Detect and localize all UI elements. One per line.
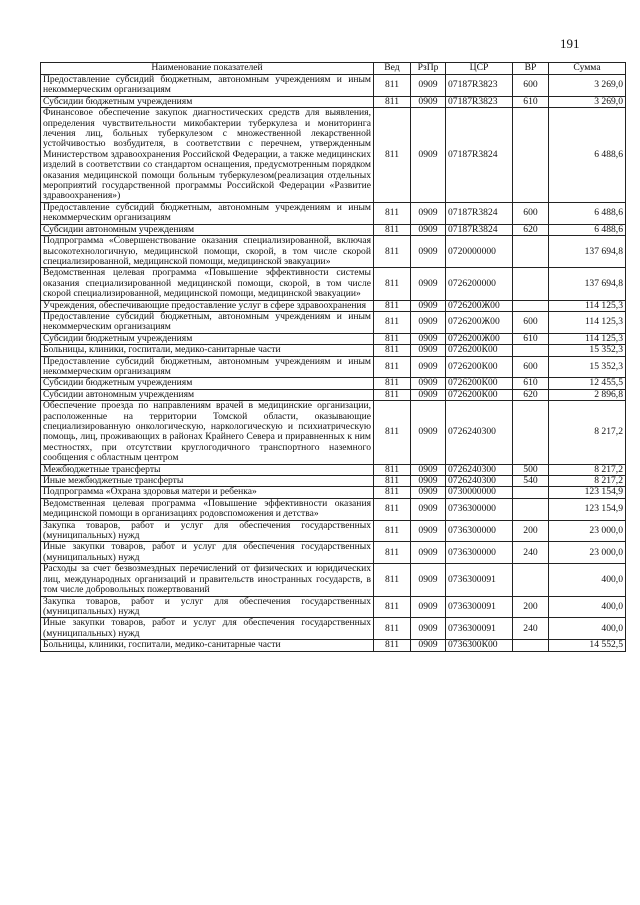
cell-vr: [513, 640, 549, 651]
table-row: [41, 487, 626, 498]
cell-ved: 811: [374, 640, 411, 651]
cell-name: Обеспечение проезда по направлениям врачей в медицинские организации, расположенные на территории Томской области, оказывающие специализированную онкологическую, наркологическую и психиатрическую помощь, лиц, проживающих в районах Крайнего Севера и приравненных к ним местностях, при отсутствии круглогодичного транспортного наземного сообщения с областным центром: [41, 401, 374, 464]
header-rzpr: РзПр: [411, 63, 446, 75]
cell-csr: 0726200Ж00: [446, 311, 513, 333]
cell-rzpr: 0909: [411, 311, 446, 333]
cell-sum: 400,0: [549, 564, 626, 596]
table-row: [41, 268, 626, 300]
cell-name: Подпрограмма «Совершенствование оказания специализированной, включая высокотехнологичную, медицинской помощи, скорой, в том числе скорой специализированной, медицинской помощи, медицинской эвакуации»: [41, 236, 374, 268]
cell-vr: 600: [513, 311, 549, 333]
cell-rzpr: 0909: [411, 564, 446, 596]
table-row: [41, 596, 626, 618]
cell-vr: 500: [513, 464, 549, 475]
cell-vr: [513, 108, 549, 203]
cell-vr: [513, 564, 549, 596]
cell-rzpr: 0909: [411, 464, 446, 475]
cell-name: Иные закупки товаров, работ и услуг для обеспечения государственных (муниципальных) нужд: [41, 542, 374, 564]
cell-ved: 811: [374, 300, 411, 311]
cell-sum: 2 896,8: [549, 389, 626, 400]
cell-csr: 07187R3823: [446, 75, 513, 97]
cell-ved: 811: [374, 108, 411, 203]
table-row: [41, 224, 626, 235]
cell-vr: 610: [513, 96, 549, 107]
table-row: [41, 389, 626, 400]
cell-name: Иные закупки товаров, работ и услуг для обеспечения государственных (муниципальных) нужд: [41, 618, 374, 640]
cell-name: Ведомственная целевая программа «Повышение эффективности оказания медицинской помощи в организациях родовспоможения и детства»: [41, 498, 374, 520]
cell-ved: 811: [374, 564, 411, 596]
cell-csr: 0736300091: [446, 618, 513, 640]
cell-name: Предоставление субсидий бюджетным, автономным учреждениям и иным некоммерческим организациям: [41, 202, 374, 224]
cell-ved: 811: [374, 401, 411, 464]
cell-csr: 0736300091: [446, 564, 513, 596]
cell-csr: 0726200К00: [446, 356, 513, 378]
cell-rzpr: 0909: [411, 236, 446, 268]
cell-sum: 123 154,9: [549, 487, 626, 498]
cell-csr: 0730000000: [446, 487, 513, 498]
cell-sum: 8 217,2: [549, 476, 626, 487]
table-row: [41, 618, 626, 640]
cell-sum: 8 217,2: [549, 464, 626, 475]
cell-vr: [513, 345, 549, 356]
cell-vr: [513, 487, 549, 498]
cell-name: Субсидии бюджетным учреждениям: [41, 333, 374, 344]
cell-csr: 0736300К00: [446, 640, 513, 651]
cell-ved: 811: [374, 487, 411, 498]
cell-ved: 811: [374, 311, 411, 333]
cell-sum: 23 000,0: [549, 542, 626, 564]
table-row: [41, 345, 626, 356]
table-row: [41, 300, 626, 311]
cell-ved: 811: [374, 333, 411, 344]
cell-vr: 600: [513, 75, 549, 97]
budget-table: [40, 62, 626, 652]
cell-vr: 240: [513, 542, 549, 564]
cell-name: Субсидии автономным учреждениям: [41, 389, 374, 400]
cell-vr: 540: [513, 476, 549, 487]
cell-name: Предоставление субсидий бюджетным, автономным учреждениям и иным некоммерческим организациям: [41, 311, 374, 333]
cell-sum: 3 269,0: [549, 75, 626, 97]
cell-ved: 811: [374, 236, 411, 268]
cell-rzpr: 0909: [411, 487, 446, 498]
header-ved: Вед: [374, 63, 411, 75]
table-row: [41, 236, 626, 268]
cell-rzpr: 0909: [411, 378, 446, 389]
cell-rzpr: 0909: [411, 224, 446, 235]
table-row: [41, 356, 626, 378]
cell-sum: 114 125,3: [549, 300, 626, 311]
cell-vr: 240: [513, 618, 549, 640]
cell-sum: 137 694,8: [549, 268, 626, 300]
cell-rzpr: 0909: [411, 345, 446, 356]
cell-name: Субсидии бюджетным учреждениям: [41, 378, 374, 389]
cell-name: Больницы, клиники, госпитали, медико-санитарные части: [41, 345, 374, 356]
cell-sum: 15 352,3: [549, 345, 626, 356]
cell-sum: 6 488,6: [549, 224, 626, 235]
cell-ved: 811: [374, 378, 411, 389]
cell-ved: 811: [374, 96, 411, 107]
table-row: [41, 476, 626, 487]
cell-csr: 0726200К00: [446, 345, 513, 356]
cell-vr: 610: [513, 333, 549, 344]
table-row: [41, 378, 626, 389]
cell-ved: 811: [374, 542, 411, 564]
cell-vr: 620: [513, 389, 549, 400]
header-csr: ЦСР: [446, 63, 513, 75]
table-row: [41, 75, 626, 97]
cell-rzpr: 0909: [411, 108, 446, 203]
cell-ved: 811: [374, 389, 411, 400]
cell-csr: 07187R3824: [446, 108, 513, 203]
cell-name: Предоставление субсидий бюджетным, автономным учреждениям и иным некоммерческим организациям: [41, 75, 374, 97]
cell-rzpr: 0909: [411, 75, 446, 97]
cell-rzpr: 0909: [411, 96, 446, 107]
cell-vr: 600: [513, 356, 549, 378]
cell-sum: 114 125,3: [549, 311, 626, 333]
cell-csr: 0726200000: [446, 268, 513, 300]
cell-vr: [513, 236, 549, 268]
table-header-row: [41, 63, 626, 75]
cell-name: Межбюджетные трансферты: [41, 464, 374, 475]
cell-rzpr: 0909: [411, 498, 446, 520]
cell-ved: 811: [374, 202, 411, 224]
cell-csr: 0726240300: [446, 464, 513, 475]
cell-rzpr: 0909: [411, 640, 446, 651]
cell-vr: 200: [513, 596, 549, 618]
table-row: [41, 333, 626, 344]
cell-sum: 400,0: [549, 618, 626, 640]
cell-vr: [513, 268, 549, 300]
cell-name: Закупка товаров, работ и услуг для обеспечения государственных (муниципальных) нужд: [41, 520, 374, 542]
cell-name: Закупка товаров, работ и услуг для обеспечения государственных (муниципальных) нужд: [41, 596, 374, 618]
cell-ved: 811: [374, 356, 411, 378]
cell-rzpr: 0909: [411, 618, 446, 640]
cell-ved: 811: [374, 224, 411, 235]
cell-sum: 6 488,6: [549, 108, 626, 203]
cell-ved: 811: [374, 345, 411, 356]
page-number: 191: [560, 36, 580, 51]
cell-rzpr: 0909: [411, 356, 446, 378]
cell-name: Финансовое обеспечение закупок диагностических средств для выявления, определения чувствительности микобактерии туберкулеза и мониторинга лечения лиц, больных туберкулезом с множественной лекарственной устойчивостью возбудителя, в соответствии с перечнем, утвержденным Министерством здравоохранения Российской Федерации, а также медицинских изделий в соответствии со стандартом оснащения, предусмотренным порядком оказания медицинской помощи больным туберкулезом(реализация отдельных мероприятий государственной программы Российской Федерации «Развитие здравоохранения»): [41, 108, 374, 203]
cell-ved: 811: [374, 268, 411, 300]
cell-name: Предоставление субсидий бюджетным, автономным учреждениям и иным некоммерческим организациям: [41, 356, 374, 378]
table-row: [41, 311, 626, 333]
cell-vr: [513, 498, 549, 520]
cell-vr: [513, 300, 549, 311]
cell-sum: 6 488,6: [549, 202, 626, 224]
table-row: [41, 108, 626, 203]
cell-rzpr: 0909: [411, 401, 446, 464]
cell-ved: 811: [374, 498, 411, 520]
cell-rzpr: 0909: [411, 520, 446, 542]
header-vr: ВР: [513, 63, 549, 75]
cell-rzpr: 0909: [411, 202, 446, 224]
cell-rzpr: 0909: [411, 476, 446, 487]
table-row: [41, 202, 626, 224]
cell-csr: 0726200Ж00: [446, 333, 513, 344]
cell-rzpr: 0909: [411, 268, 446, 300]
cell-sum: 12 455,5: [549, 378, 626, 389]
header-name: Наименование показателей: [41, 63, 374, 75]
cell-name: Ведомственная целевая программа «Повышение эффективности системы оказания специализированной медицинской помощи, скорой, в том числе скорой специализированной, медицинской помощи, медицинской эвакуации»: [41, 268, 374, 300]
cell-ved: 811: [374, 618, 411, 640]
cell-sum: 23 000,0: [549, 520, 626, 542]
cell-csr: 07187R3823: [446, 96, 513, 107]
cell-vr: 620: [513, 224, 549, 235]
cell-sum: 3 269,0: [549, 96, 626, 107]
cell-csr: 0726200К00: [446, 389, 513, 400]
header-sum: Сумма: [549, 63, 626, 75]
cell-vr: 600: [513, 202, 549, 224]
cell-sum: 8 217,2: [549, 401, 626, 464]
cell-csr: 0726240300: [446, 401, 513, 464]
table-row: [41, 464, 626, 475]
cell-csr: 0726200Ж00: [446, 300, 513, 311]
cell-sum: 14 552,5: [549, 640, 626, 651]
cell-name: Больницы, клиники, госпитали, медико-санитарные части: [41, 640, 374, 651]
cell-rzpr: 0909: [411, 596, 446, 618]
cell-ved: 811: [374, 464, 411, 475]
cell-vr: 200: [513, 520, 549, 542]
cell-sum: 137 694,8: [549, 236, 626, 268]
cell-rzpr: 0909: [411, 300, 446, 311]
cell-csr: 0736300000: [446, 542, 513, 564]
cell-vr: [513, 401, 549, 464]
cell-name: Расходы за счет безвозмездных перечислений от физических и юридических лиц, международных организаций и правительств иностранных государств, в том числе добровольных пожертвований: [41, 564, 374, 596]
table-row: [41, 564, 626, 596]
cell-rzpr: 0909: [411, 542, 446, 564]
cell-csr: 07187R3824: [446, 224, 513, 235]
cell-sum: 114 125,3: [549, 333, 626, 344]
cell-ved: 811: [374, 596, 411, 618]
cell-ved: 811: [374, 75, 411, 97]
cell-csr: 0726200К00: [446, 378, 513, 389]
cell-csr: 0720000000: [446, 236, 513, 268]
table-row: [41, 520, 626, 542]
cell-csr: 0736300000: [446, 520, 513, 542]
cell-name: Подпрограмма «Охрана здоровья матери и ребенка»: [41, 487, 374, 498]
cell-sum: 123 154,9: [549, 498, 626, 520]
cell-ved: 811: [374, 520, 411, 542]
cell-csr: 0736300091: [446, 596, 513, 618]
cell-rzpr: 0909: [411, 333, 446, 344]
cell-csr: 0736300000: [446, 498, 513, 520]
cell-ved: 811: [374, 476, 411, 487]
cell-sum: 15 352,3: [549, 356, 626, 378]
cell-vr: 610: [513, 378, 549, 389]
table-row: [41, 542, 626, 564]
cell-name: Субсидии автономным учреждениям: [41, 224, 374, 235]
cell-csr: 07187R3824: [446, 202, 513, 224]
cell-name: Учреждения, обеспечивающие предоставление услуг в сфере здравоохранения: [41, 300, 374, 311]
cell-rzpr: 0909: [411, 389, 446, 400]
table-row: [41, 96, 626, 107]
table-row: [41, 640, 626, 651]
table-row: [41, 498, 626, 520]
cell-csr: 0726240300: [446, 476, 513, 487]
cell-name: Субсидии бюджетным учреждениям: [41, 96, 374, 107]
table-row: [41, 401, 626, 464]
cell-name: Иные межбюджетные трансферты: [41, 476, 374, 487]
cell-sum: 400,0: [549, 596, 626, 618]
